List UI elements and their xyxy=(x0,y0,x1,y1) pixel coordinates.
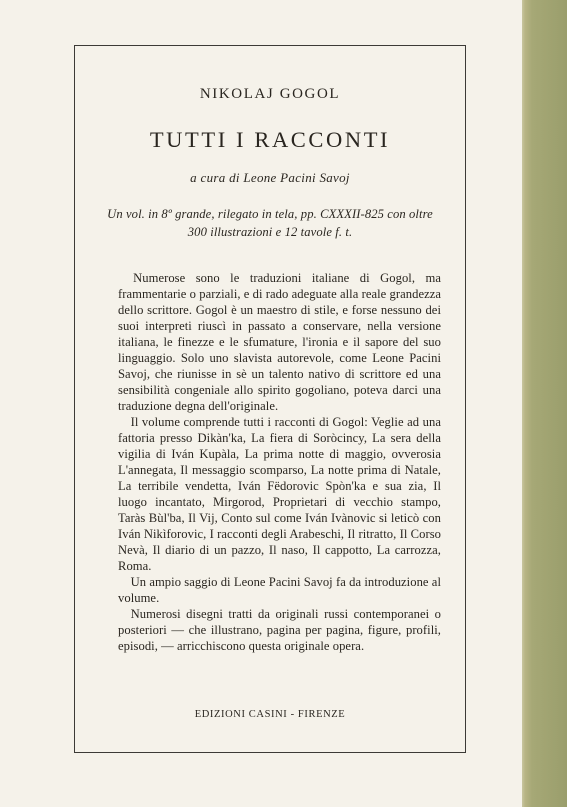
edition-line-1: Un vol. in 8º grande, rilegato in tela, pp. CXXXII-825 con oltre xyxy=(107,207,433,221)
edition-details xyxy=(80,205,460,241)
curator-line: a cura di Leone Pacini Savoj xyxy=(190,170,350,185)
book-title: TUTTI I RACCONTI xyxy=(149,127,391,152)
author-name: NIKOLAJ GOGOL xyxy=(199,86,341,102)
description-text xyxy=(118,270,441,654)
book-spine-edge xyxy=(522,0,567,807)
paragraph-essay: Un ampio saggio di Leone Pacini Savoj fa da introduzione al volume. xyxy=(118,575,441,605)
edition-line-2: 300 illustrazioni e 12 tavole f. t. xyxy=(187,225,353,239)
paragraph-illustrations: Numerosi disegni tratti da originali russi contemporanei o posteriori — che illustrano, pagina per pagina, figure, profili, episodi, — arricchiscono questa originale opera. xyxy=(118,607,441,653)
paragraph-intro: Numerose sono le traduzioni italiane di Gogol, ma frammentarie o parziali, e di rado adeguate alla reale grandezza dello scrittore. Gogol è un maestro di stile, e forse nessuno dei suoi interpreti riuscì in passato a conservare, nella versione italiana, le finezze e le sfumature, l'ironia e il sapore del suo linguaggio. Solo uno slavista autorevole, come Leone Pacini Savoj, che riunisse in sè un talento nativo di scrittore ed una sensibilità congeniale allo spirito gogoliano, poteva darci una traduzione degna dell'originale. xyxy=(118,271,441,413)
publisher-imprint: EDIZIONI CASINI - FIRENZE xyxy=(194,709,346,720)
paragraph-contents: Il volume comprende tutti i racconti di Gogol: Veglie ad una fattoria presso Dikàn'ka, La fiera di Soròcincy, La sera della vigilia di Iván Kupàla, La prima notte di maggio, ovverosia L'annegata, Il messaggio scomparso, La notte prima di Natale, La terribile vendetta, Iván Fëdorovic Spòn'ka e sua zia, Il luogo incantato, Mirgorod, Proprietari di vecchio stampo, Taràs Bùl'ba, Il Vij, Conto sul come Iván Ivànovic si leticò con Iván Nikìforovic, I racconti degli Arabeschi, Il ritratto, Il Corso Nevà, Il diario di un pazzo, Il naso, Il cappotto, La carrozza, Roma. xyxy=(118,415,441,573)
